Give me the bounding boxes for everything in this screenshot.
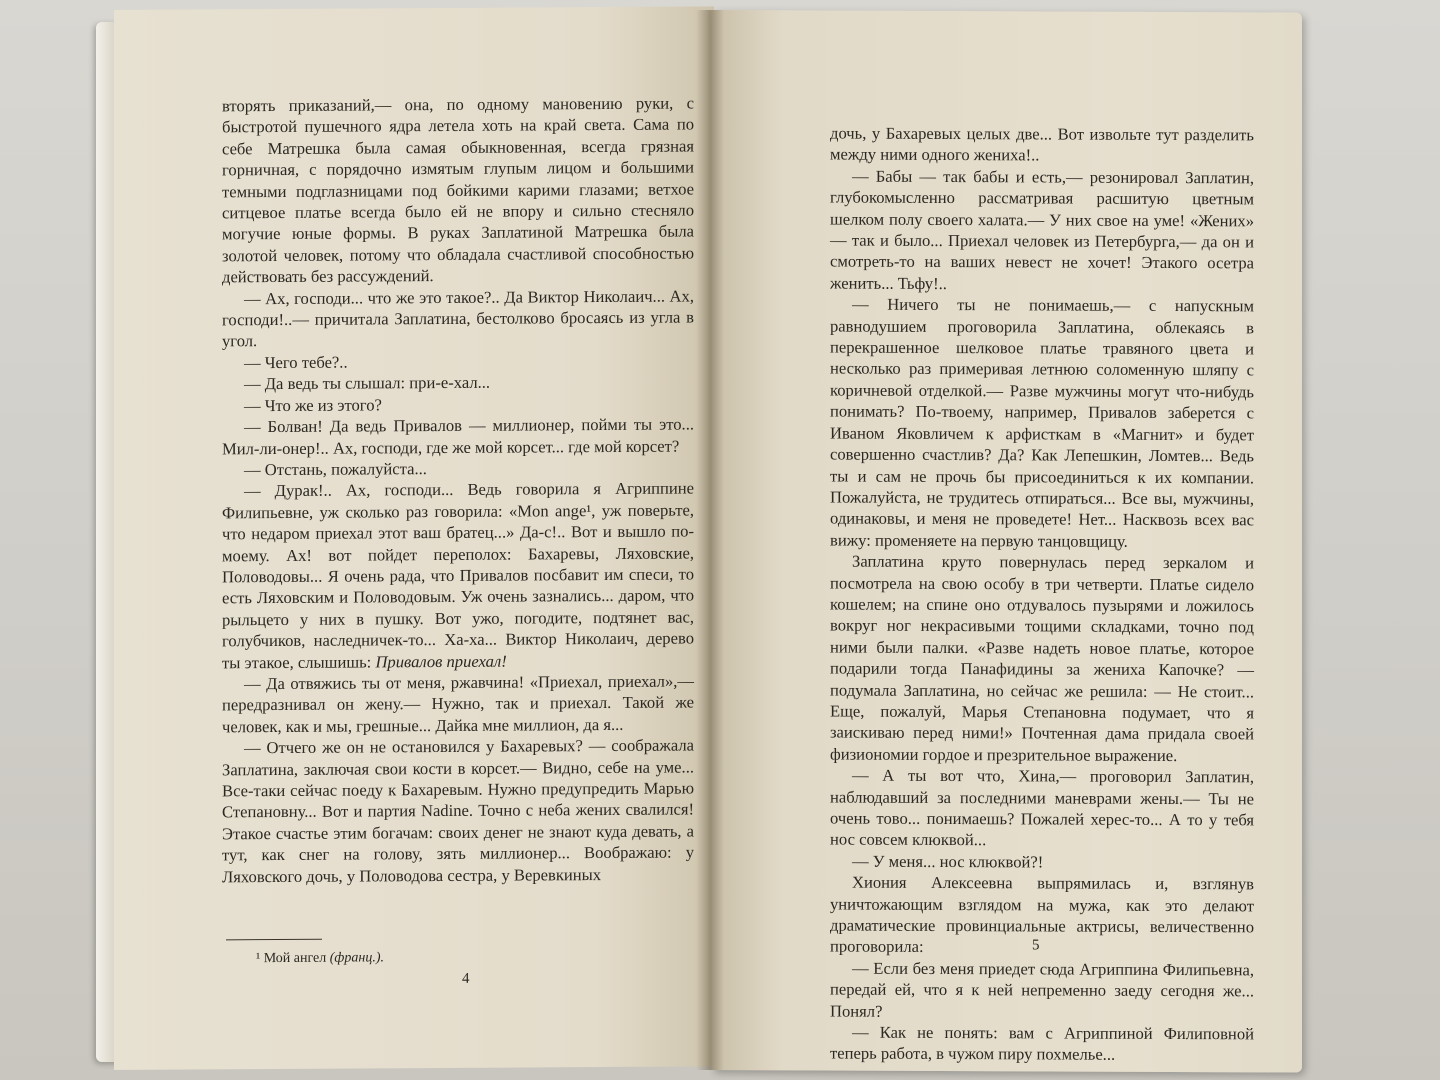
paragraph: — Да отвяжись ты от меня, ржавчина! «Приехал, приехал»,— передразнивал он жену.— Нужно, так и приехал. Такой же человек, как и мы, грешные... Дайка мне миллион, да я...: [222, 671, 694, 737]
open-book: [96, 10, 1308, 1072]
page-number-right: 5: [1032, 937, 1040, 954]
paragraph: — Ничего ты не понимаешь,— с напускным равнодушием проговорила Заплатина, облекаясь в перекрашенное шелковое платье травяного цвета и несколько раз примеривая летнюю соломенную шляпу с коричневой отделкой.— Разве мужчины могут что-нибудь понимать? По-твоему, например, Привалов заберется с Иваном Яковличем к арфисткам в «Магнит» и будет совершенно счастлив? Да? Как Лепешкин, Ломтев... Ведь ты и сам не прочь бы присоединиться к их компании. Пожалуйста, не трудитесь отпираться... Все вы, мужчины, одинаковы, и меня не проведете! Нет... Насквозь всех вас вижу: променяете на первую танцовщицу.: [830, 294, 1254, 551]
paragraph: — Ах, господи... что же это такое?.. Да Виктор Николаич... Ах, господи!..— причитала Заплатина, бестолково бросаясь из угла в угол.: [222, 286, 694, 351]
footnote: [256, 950, 384, 967]
paragraph: дочь, у Бахаревых целых две... Вот извольте тут разделить между ними одного жениха!..: [830, 123, 1254, 165]
footnote-italic: (франц.).: [329, 950, 384, 966]
paragraph: — Что же из этого?: [244, 395, 382, 415]
paragraph: — Если без меня приедет сюда Агриппина Филипьевна, передай ей, что я к ней непременно заеду сегодня же... Понял?: [830, 958, 1254, 1021]
paragraph: — Чего тебе?..: [244, 352, 348, 373]
right-page: [712, 10, 1302, 1073]
paragraph: — Болван! Да ведь Привалов — миллионер, пойми ты это... Мил-ли-онер!.. Ах, господи, где же мой корсет... где мой корсет?: [222, 414, 694, 458]
right-page-text: [830, 123, 1254, 1067]
paragraph: — Как не понять: вам с Агриппиной Филиповной теперь работа, в чужом пиру похмелье...: [830, 1022, 1254, 1065]
footnote-text: Мой ангел: [263, 950, 327, 967]
paragraph: — Да ведь ты слышал: при-е-хал...: [244, 372, 491, 394]
italic-phrase: Привалов приехал!: [375, 651, 507, 671]
left-page-text: [222, 92, 694, 887]
page-number-left: 4: [462, 970, 470, 987]
paragraph: — Отстань, пожалуйста...: [244, 458, 427, 480]
paragraph: Заплатина круто повернулась перед зеркалом и посмотрела на свою особу в три четверти. Платье сидело кошелем; на спине оно отдувалось пузырями и ложилось вокруг ног некрасивыми тощими складками, точно под ними были палки. «Разве надеть новое платье, которое подарили тогда Панафидины за жениха Капочке? — подумала Заплатина, но сейчас же решила: — Не стоит... Еще, пожалуй, Марья Степановна подумает, что я заискиваю перед ними!» Почтенная дама придала своей физиономии гордое и презрительное выражение.: [830, 551, 1254, 765]
paragraph: — Отчего же он не остановился у Бахаревых? — соображала Заплатина, заключая свои кости в корсет.— Видно, себе на уме... Все-таки сейчас поеду к Бахаревым. Нужно предупредить Марью Степановну... Вот и партия Nadine. Точно с неба жених свалился! Этакое счастье этим богачам: своих денег не знают куда девать, а тут, как снег на голову, зять миллионер... Воображаю: у Ляховского дочь, у Половодова сестра, у Веревкиных: [222, 735, 694, 886]
footnote-divider: [226, 939, 322, 941]
left-page: [114, 6, 714, 1070]
footnote-mark: ¹: [256, 951, 261, 967]
paragraph: — А ты вот что, Хина,— проговорил Заплатин, наблюдавший за последними маневрами жены.— Ты не очень тово... понимаешь? Пожалей херес-то... А то у тебя нос совсем клюквой...: [830, 765, 1254, 850]
paragraph-text: — Дурак!.. Ах, господи... Ведь говорила я Агриппине Филипьевне, уж сколько раз говорила: «Mon ange¹, уж поверьте, что недаром приехал этот ваш братец...» Да-с!.. Вот и вышло по-моему. Ах! вот пойдет переполох: Бахаревы, Ляховские, Половодовы... Я очень рада, что Привалов посбавит им спеси, то есть Ляховским и Половодовым. Уж очень зазнались... даром, что рыльцето у них в пушку. Вот ужо, погодите, подтянет вас, голубчиков, наследничек-то... Ха-ха... Виктор Николаич, дерево ты этакое, слышишь:: [222, 478, 694, 672]
paragraph: — Бабы — так бабы и есть,— резонировал Заплатин, глубокомысленно рассматривая расшитую цветным шелком полу своего халата.— У них свое на уме! «Жених» — так и было... Приехал человек из Петербурга,— да он и смотреть-то на ваших невест не хочет! Этакого осетра женить... Тьфу!..: [830, 166, 1254, 293]
paragraph: вторять приказаний,— она, по одному мановению руки, с быстротой пушечного ядра летела хоть на край света. Сама по себе Матрешка была самая обыкновенная, всегда грязная горничная, с порядочно измятым глупым лицом и большими темными подглазницами под бойкими карими глазами; ветхое ситцевое платье всегда было ей не впору и сильно стесняло могучие юные формы. В руках Заплатиной Матрешка была золотой человек, потому что обладала счастливой способностью действовать без рассуждений.: [222, 93, 694, 287]
paragraph: Хиония Алексеевна выпрямилась и, взглянув уничтожающим взглядом на мужа, как это делают драматические провинциальные актрисы, величественно проговорила:: [830, 872, 1254, 957]
paragraph: — У меня... нос клюквой?!: [852, 851, 1044, 872]
paragraph: [222, 478, 694, 674]
